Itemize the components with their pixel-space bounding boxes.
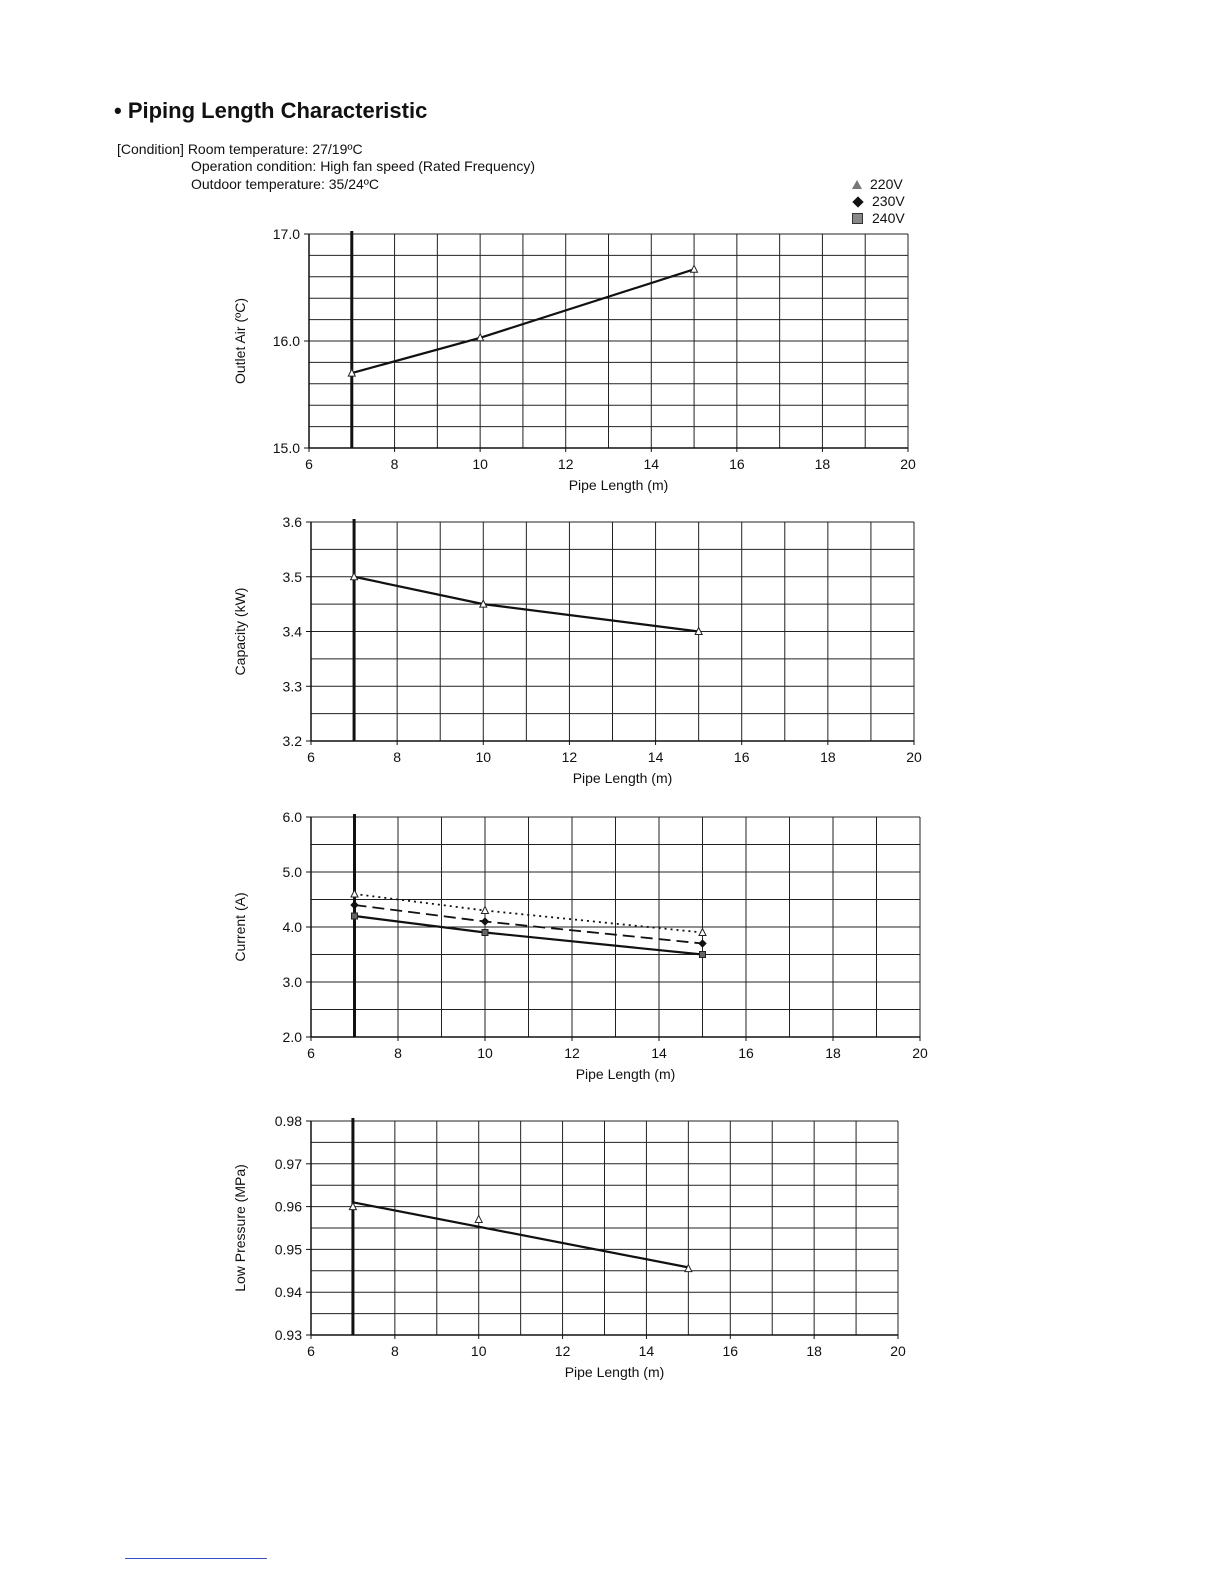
x-tick-label: 20	[900, 456, 916, 472]
y-axis-label: Outlet Air (ºC)	[232, 297, 248, 385]
x-tick-label: 18	[814, 456, 831, 472]
x-axis-label: Pipe Length (m)	[564, 1364, 665, 1380]
x-tick-label: 14	[647, 749, 664, 765]
x-tick-label: 6	[307, 749, 315, 765]
x-tick-label: 18	[825, 1045, 841, 1061]
x-tick-label: 20	[906, 749, 922, 765]
x-tick-label: 10	[475, 749, 492, 765]
x-tick-label: 10	[470, 1343, 487, 1359]
y-tick-label: 0.96	[274, 1198, 302, 1215]
y-tick-label: 16.0	[272, 333, 300, 349]
x-tick-label: 16	[733, 749, 750, 765]
y-tick-label: 4.0	[282, 919, 302, 935]
x-tick-label: 16	[738, 1045, 754, 1061]
x-tick-label: 20	[890, 1343, 906, 1359]
x-axis-label: Pipe Length (m)	[575, 1066, 676, 1082]
x-tick-label: 12	[564, 1045, 580, 1061]
condition-room-temperature: [Condition] Room temperature: 27/19ºC	[117, 141, 363, 157]
legend-label: 240V	[872, 210, 905, 226]
y-tick-label: 0.95	[274, 1241, 302, 1258]
x-tick-label: 10	[477, 1045, 493, 1061]
condition-outdoor-temperature: Outdoor temperature: 35/24ºC	[191, 176, 379, 192]
legend-label: 230V	[872, 193, 905, 209]
x-axis-label: Pipe Length (m)	[572, 770, 673, 786]
x-tick-label: 14	[643, 456, 660, 472]
x-tick-label: 18	[806, 1343, 822, 1359]
y-tick-label: 0.98	[274, 1113, 302, 1129]
diamond-marker	[699, 940, 706, 947]
x-tick-label: 12	[561, 749, 578, 765]
diamond-marker	[351, 902, 358, 909]
x-tick-label: 10	[472, 456, 488, 472]
y-axis-label: Capacity (kW)	[232, 587, 248, 676]
square-marker	[482, 930, 488, 936]
triangle-marker	[685, 1265, 692, 1272]
x-axis-label: Pipe Length (m)	[568, 477, 669, 493]
y-axis-label: Current (A)	[232, 892, 248, 962]
y-tick-label: 0.94	[274, 1284, 302, 1301]
chart-1	[232, 226, 916, 493]
page-title: • Piping Length Characteristic	[114, 98, 428, 123]
diamond-marker	[482, 918, 489, 925]
triangle-marker	[475, 1215, 482, 1222]
y-tick-label: 17.0	[272, 226, 300, 242]
chart-4	[232, 1113, 906, 1380]
x-tick-label: 8	[390, 456, 399, 472]
square-marker	[700, 952, 706, 958]
y-tick-label: 6.0	[282, 809, 302, 825]
triangle-marker	[351, 890, 358, 897]
y-tick-label: 3.0	[282, 974, 302, 990]
legend-label: 220V	[870, 176, 903, 192]
x-tick-label: 18	[820, 749, 836, 765]
x-tick-label: 12	[554, 1343, 571, 1359]
x-tick-label: 14	[638, 1343, 655, 1359]
y-tick-label: 2.0	[282, 1029, 302, 1045]
x-tick-label: 8	[390, 1343, 399, 1359]
x-tick-label: 20	[912, 1045, 928, 1061]
y-tick-label: 3.5	[282, 568, 302, 585]
y-tick-label: 3.6	[282, 514, 302, 530]
y-tick-label: 3.2	[282, 733, 302, 749]
y-axis-label: Low Pressure (MPa)	[232, 1164, 248, 1292]
y-tick-label: 3.3	[282, 678, 302, 695]
x-tick-label: 8	[394, 1045, 402, 1061]
y-tick-label: 15.0	[272, 440, 300, 456]
x-tick-label: 14	[651, 1045, 667, 1061]
x-tick-label: 8	[393, 749, 402, 765]
x-tick-label: 6	[305, 456, 313, 472]
chart-2	[232, 514, 922, 786]
footer-rule	[125, 1558, 267, 1559]
condition-operation: Operation condition: High fan speed (Rated Frequency)	[191, 158, 535, 174]
x-tick-label: 6	[307, 1045, 315, 1061]
triangle-marker	[691, 265, 698, 272]
chart-3	[232, 809, 928, 1082]
y-tick-label: 5.0	[282, 864, 302, 880]
triangle-marker	[699, 929, 706, 936]
x-tick-label: 6	[307, 1343, 315, 1359]
square-marker	[352, 913, 358, 919]
x-tick-label: 12	[557, 456, 574, 472]
y-tick-label: 0.97	[274, 1155, 302, 1172]
y-tick-label: 0.93	[274, 1327, 302, 1343]
x-tick-label: 16	[729, 456, 745, 472]
y-tick-label: 3.4	[282, 623, 302, 640]
x-tick-label: 16	[722, 1343, 739, 1359]
